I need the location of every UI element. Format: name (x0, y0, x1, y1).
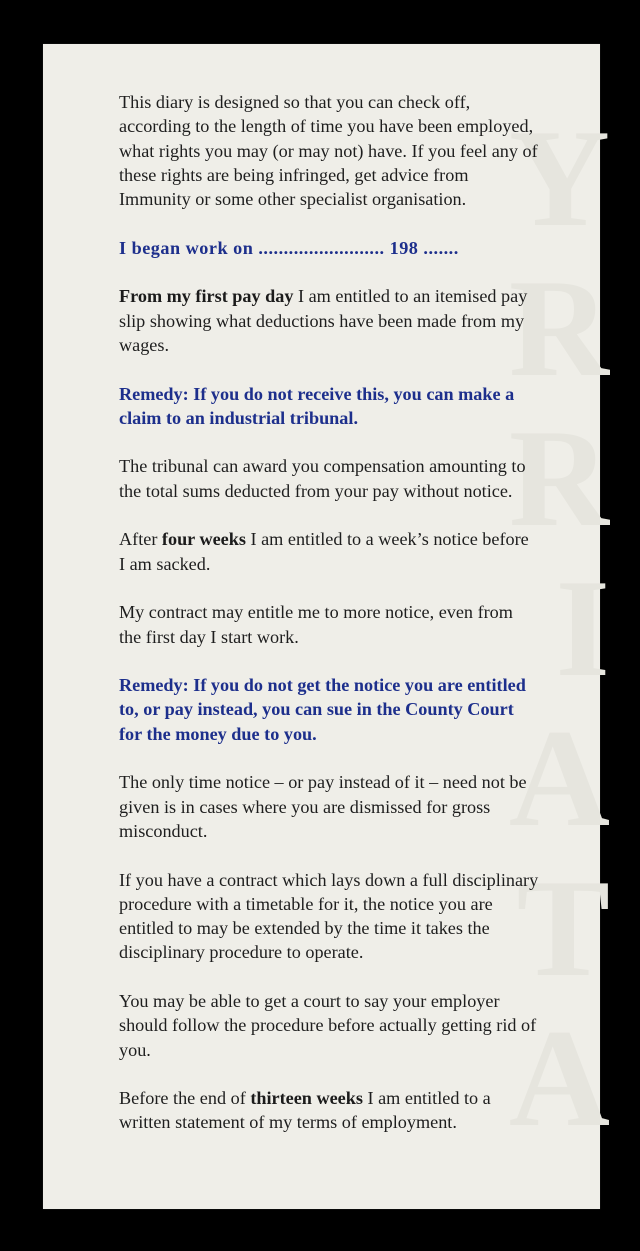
first-pay-heading: From my first pay day (119, 286, 294, 307)
four-weeks-paragraph (119, 527, 539, 576)
four-weeks-text: I am entitled to a week’s notice before I am sacked. (119, 529, 529, 574)
court-paragraph: You may be able to get a court to say your employer should follow the procedure before actually getting rid of you. (119, 990, 537, 1060)
thirteen-weeks-pre: Before the end of (119, 1088, 251, 1109)
first-pay-text: I am entitled to an itemised pay slip showing what deductions have been made from my wages. (119, 286, 528, 355)
thirteen-weeks-paragraph (119, 1086, 539, 1135)
remedy-tribunal: Remedy: If you do not receive this, you can make a claim to an industrial tribunal. (119, 383, 515, 428)
leaflet-page (43, 44, 610, 1209)
began-work-line: I began work on ......................... 198 ....... (119, 237, 459, 258)
gross-misconduct-paragraph: The only time notice – or pay instead of it – need not be given is in cases where you are dismissed for gross misconduct. (119, 772, 527, 841)
background-watermark-lettering: Y R R I A T A (508, 104, 610, 1156)
contract-notice-paragraph: My contract may entitle me to more notice, even from the first day I start work. (119, 602, 513, 647)
thirteen-weeks-heading: thirteen weeks (250, 1088, 363, 1109)
thirteen-weeks-text: I am entitled to a written statement of my terms of employment. (119, 1088, 491, 1133)
intro-paragraph: This diary is designed so that you can check off, according to the length of time you have been employed, what rights you may (or may not) have. If you feel any of these rights are being infringed, get advice from Immunity or some other specialist organisation. (119, 92, 538, 210)
leaflet-text (119, 90, 539, 1135)
tribunal-paragraph: The tribunal can award you compensation amounting to the total sums deducted from your pay without notice. (119, 456, 526, 501)
first-pay-paragraph (119, 284, 539, 357)
remedy-county-court: Remedy: If you do not get the notice you are entitled to, or pay instead, you can sue in the County Court for the money due to you. (119, 675, 526, 744)
four-weeks-heading: four weeks (161, 529, 246, 550)
disciplinary-paragraph: If you have a contract which lays down a full disciplinary procedure with a timetable for it, the notice you are entitled to may be extended by the time it takes the disciplinary procedure to operate. (119, 869, 539, 963)
four-weeks-pre: After (119, 529, 162, 550)
